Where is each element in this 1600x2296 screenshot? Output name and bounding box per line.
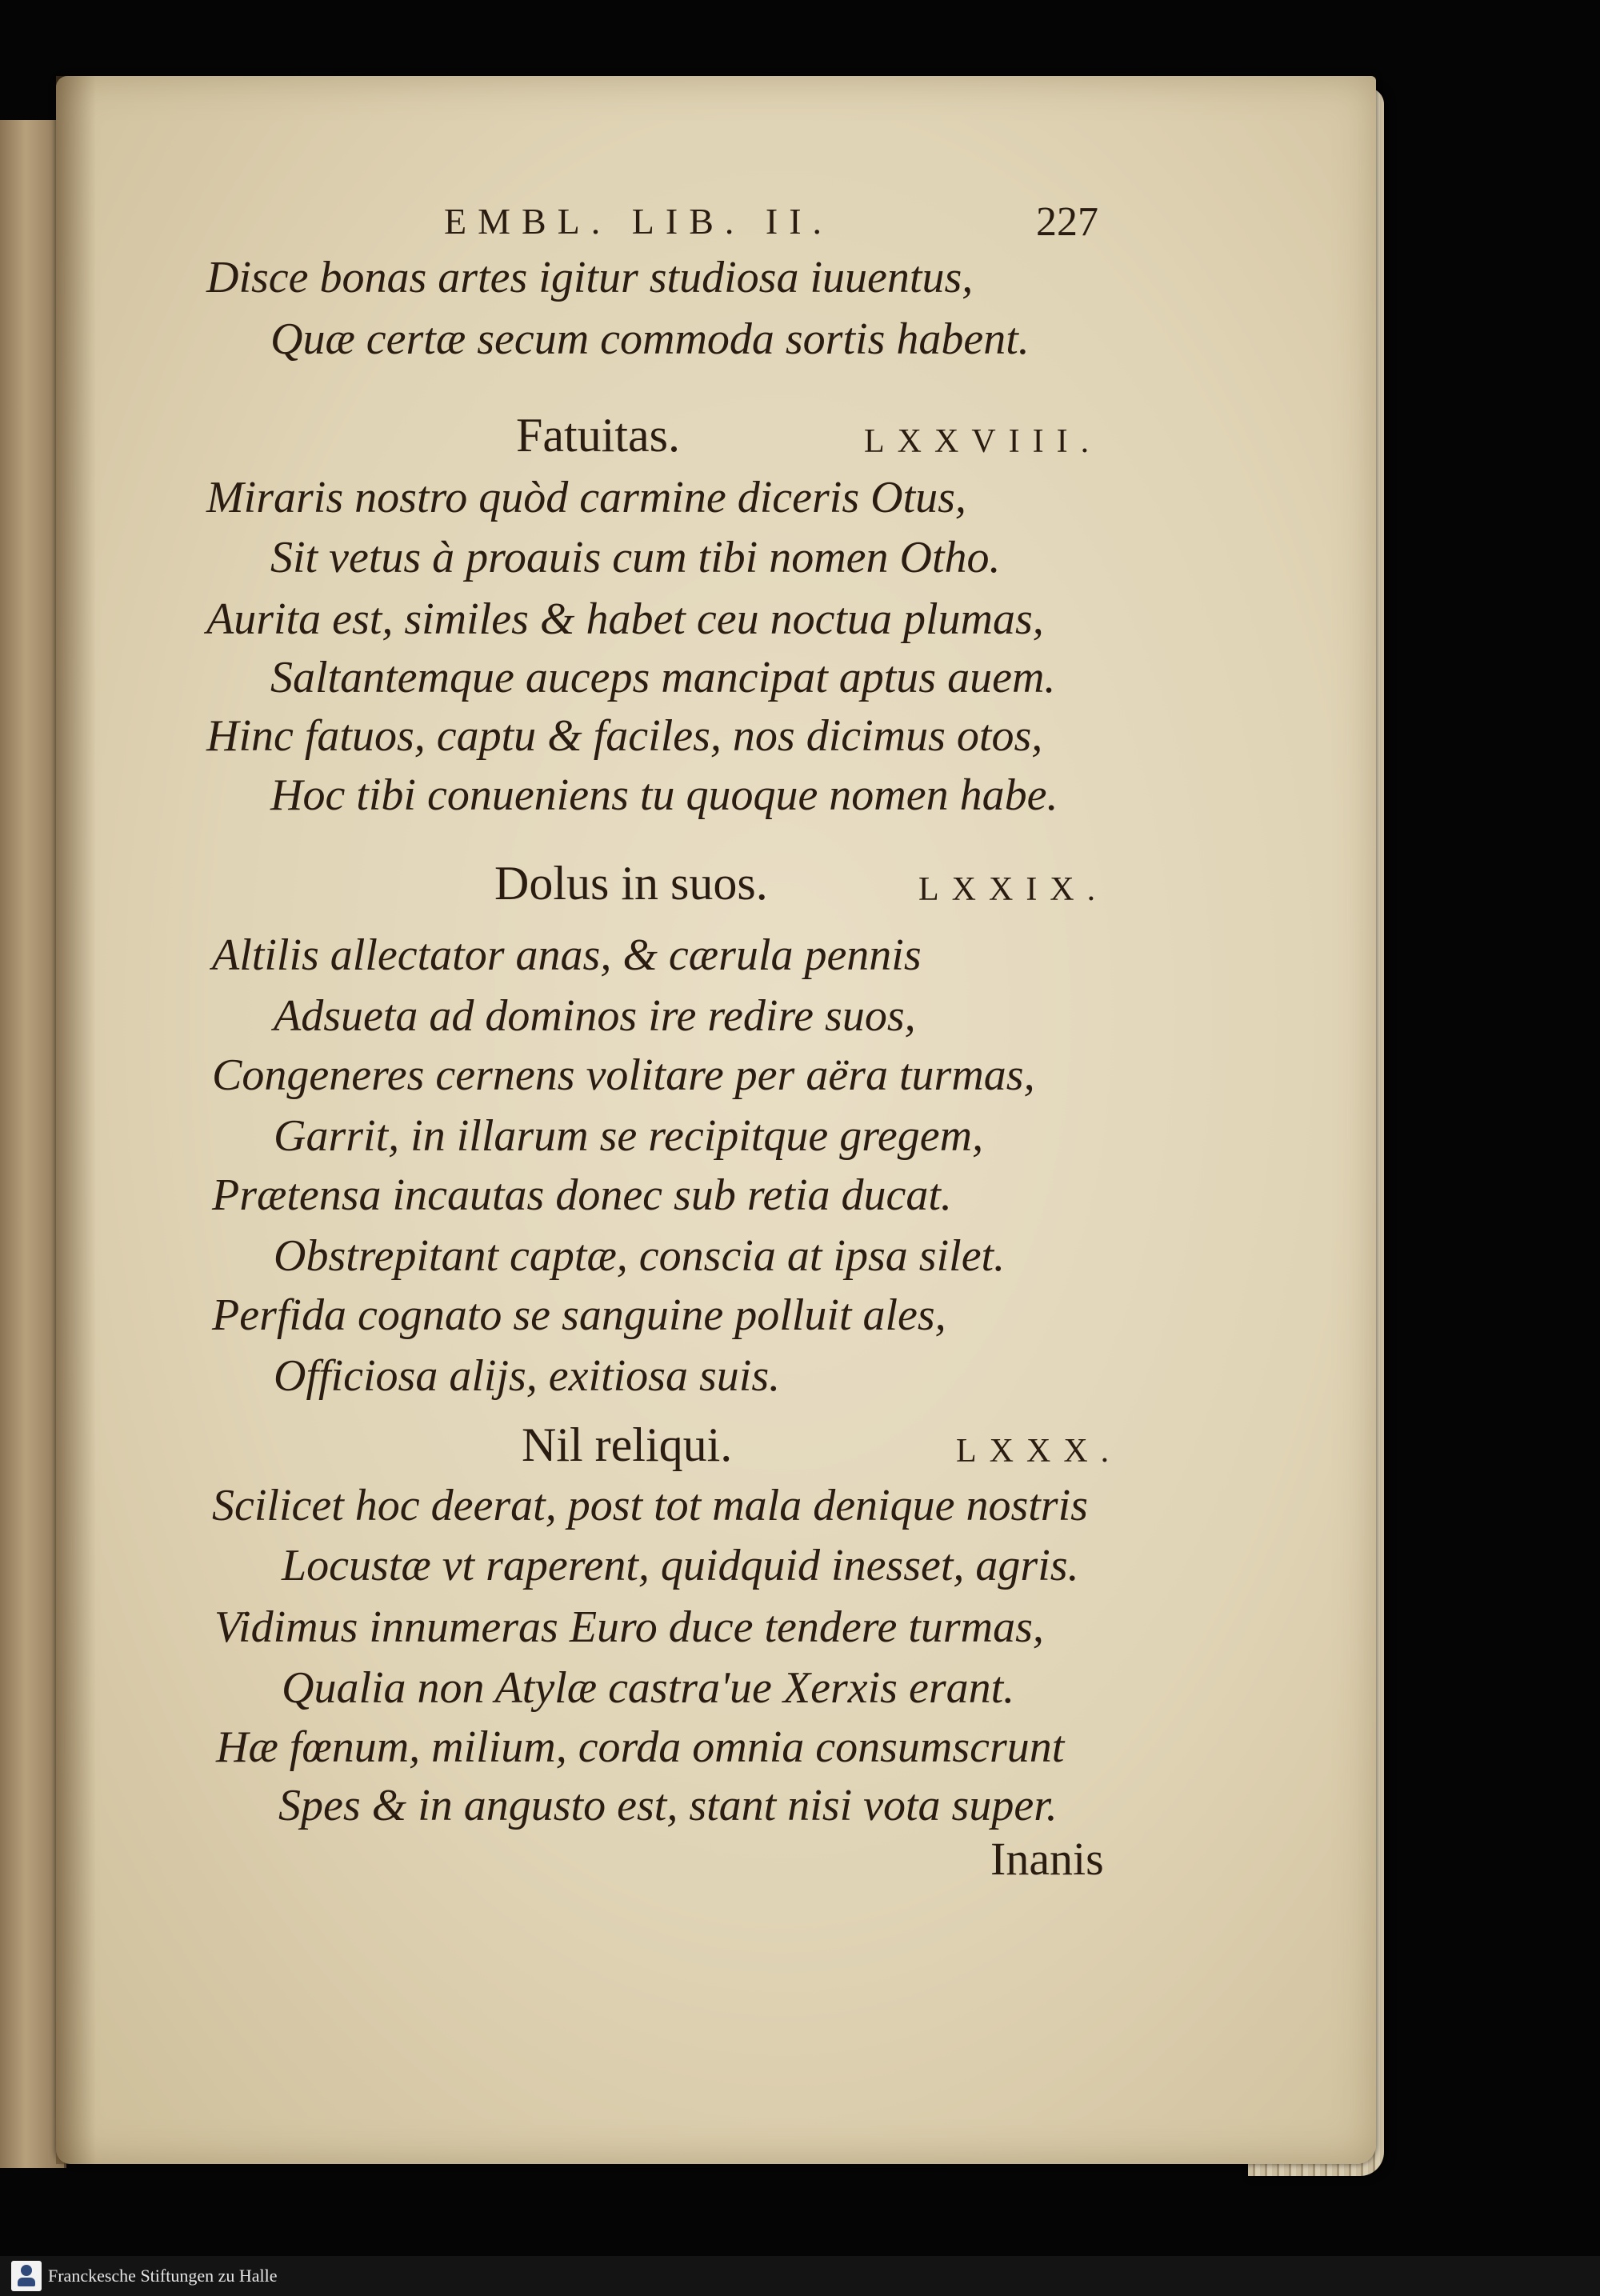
verse-line: Quæ certæ secum commoda sortis habent. bbox=[270, 314, 1030, 364]
verse-line: Disce bonas artes igitur studiosa iuuentus, bbox=[206, 253, 974, 302]
verse-line: Hæ fœnum, milium, corda omnia consumscrunt bbox=[216, 1722, 1065, 1772]
page-number: 227 bbox=[1036, 199, 1098, 245]
footer-institution: Franckesche Stiftungen zu Halle bbox=[48, 2266, 278, 2286]
verse-line: Adsueta ad dominos ire redire suos, bbox=[274, 991, 916, 1041]
verse-line: Hoc tibi conueniens tu quoque nomen habe. bbox=[270, 770, 1058, 820]
verse-line: Locustæ vt raperent, quidquid inesset, agris. bbox=[282, 1541, 1079, 1590]
verse-line: Scilicet hoc deerat, post tot mala denique nostris bbox=[212, 1481, 1088, 1530]
emblem-numeral: LXXVIII. bbox=[864, 423, 1102, 460]
emblem-numeral: LXXX. bbox=[956, 1433, 1122, 1470]
verse-line: Vidimus innumeras Euro duce tendere turmas, bbox=[214, 1602, 1044, 1652]
emblem-title: Dolus in suos. bbox=[494, 857, 768, 910]
verse-line: Prætensa incautas donec sub retia ducat. bbox=[212, 1170, 952, 1220]
verse-line: Obstrepitant captæ, conscia at ipsa silet. bbox=[274, 1231, 1006, 1281]
emblem-title: Nil reliqui. bbox=[522, 1418, 733, 1471]
verse-line: Saltantemque auceps mancipat aptus auem. bbox=[270, 653, 1056, 702]
catchword: Inanis bbox=[990, 1833, 1104, 1885]
verse-line: Hinc fatuos, captu & faciles, nos dicimus otos, bbox=[206, 711, 1043, 761]
verse-line: Garrit, in illarum se recipitque gregem, bbox=[274, 1111, 984, 1161]
verse-line: Miraris nostro quòd carmine diceris Otus, bbox=[206, 473, 966, 522]
verse-line: Qualia non Atylæ castra'ue Xerxis erant. bbox=[282, 1663, 1015, 1713]
verse-line: Perfida cognato se sanguine polluit ales, bbox=[212, 1290, 946, 1340]
institution-logo-icon bbox=[11, 2261, 42, 2291]
verse-line: Sit vetus à proauis cum tibi nomen Otho. bbox=[270, 533, 1001, 582]
emblem-numeral: LXXIX. bbox=[918, 871, 1109, 908]
verse-line: Spes & in angusto est, stant nisi vota super. bbox=[278, 1781, 1058, 1830]
verse-line: Congeneres cernens volitare per aëra turmas, bbox=[212, 1050, 1035, 1100]
verse-line: Altilis allectator anas, & cærula pennis bbox=[212, 930, 922, 980]
footer-bar bbox=[0, 2256, 1600, 2296]
emblem-title: Fatuitas. bbox=[516, 409, 680, 462]
verse-line: Aurita est, similes & habet ceu noctua plumas, bbox=[206, 594, 1044, 644]
verse-line: Officiosa alijs, exitiosa suis. bbox=[274, 1351, 781, 1401]
page-gutter-shadow bbox=[56, 76, 96, 2164]
running-head: EMBL. LIB. II. bbox=[444, 201, 834, 242]
